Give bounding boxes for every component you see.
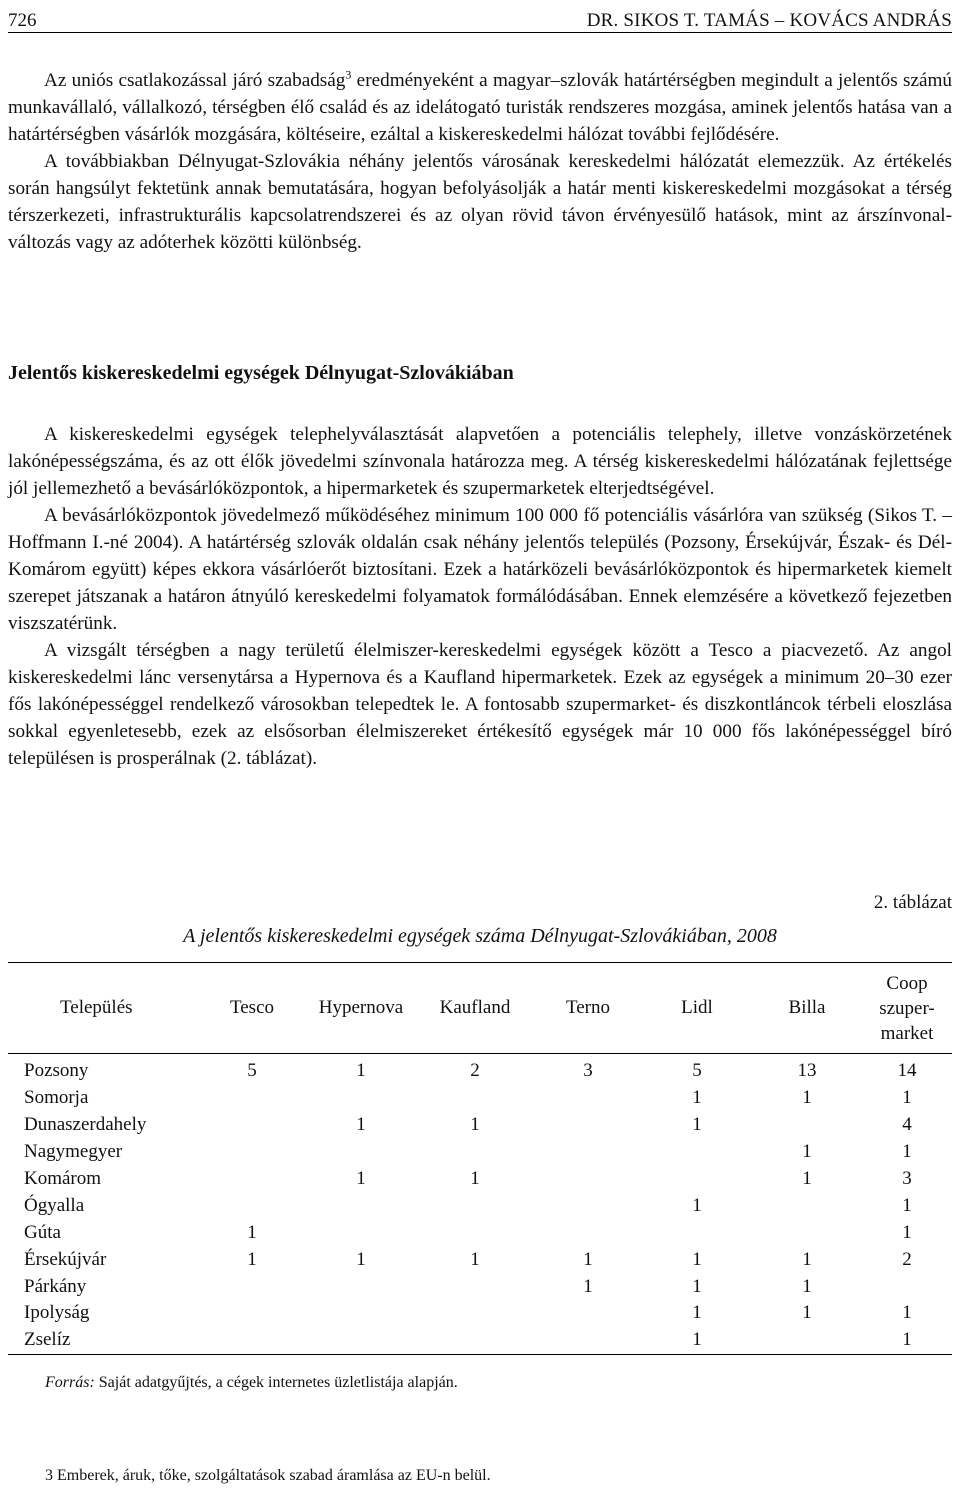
store-count: 1 (862, 1327, 952, 1354)
store-count (534, 1192, 642, 1219)
store-count: 3 (583, 1060, 593, 1082)
coop-header-line: market (880, 1022, 934, 1044)
table-row (8, 1085, 952, 1112)
store-count: 1 (247, 1221, 257, 1243)
intro-text (8, 67, 952, 256)
store-count (306, 1192, 416, 1219)
store-count: 1 (902, 1087, 912, 1109)
intro-paragraph-1 (8, 67, 952, 148)
store-count (534, 1219, 642, 1246)
column-header: Település (8, 963, 198, 1054)
store-count: 1 (642, 1327, 752, 1354)
settlement-name: Zselíz (8, 1327, 198, 1354)
store-count (752, 1327, 862, 1354)
store-count (534, 1327, 642, 1354)
store-count (416, 1085, 534, 1112)
store-count (534, 1139, 642, 1166)
intro-p1-text: Az uniós csatlakozással járó szabadság (44, 70, 346, 91)
store-count: 1 (802, 1275, 812, 1297)
store-count (642, 1219, 752, 1246)
store-count (752, 1192, 862, 1219)
store-count (306, 1300, 416, 1327)
store-count (642, 1139, 752, 1166)
settlement-name: Somorja (24, 1087, 89, 1109)
store-count (416, 1300, 534, 1327)
table-row (8, 1273, 952, 1300)
store-count: 1 (692, 1302, 702, 1324)
store-count: 14 (897, 1060, 917, 1082)
section-paragraph-2: A bevásárlóközpontok jövedelmező működéséhez minimum 100 000 fő potenciális vásárlóra van szükség (Sikos T. – Hoffmann I.-né 2004). A határtérség szlovák oldalán csak néhány jelentős település (Pozsony, Érsekújvár, Észak- és Dél-Komárom együtt) képes ekkora vásárlóerőt biztosítani. Ezek a határközeli bevásárlóközpontok és hipermarketek kiemelt szerepet játszanak a határon átnyúló kereskedelmi folyamatok formálódásában. Ennek elemzésére a következő fejezetben viszszatérünk. (8, 505, 952, 634)
running-title: DR. SIKOS T. TAMÁS – KOVÁCS ANDRÁS (586, 10, 952, 31)
store-count (198, 1192, 306, 1219)
store-count (416, 1327, 534, 1354)
store-count: 1 (583, 1275, 593, 1297)
source-text: Saját adatgyűjtés, a cégek internetes üzletlistája alapján. (94, 1374, 458, 1391)
store-count (416, 1273, 534, 1300)
column-header-coop (862, 963, 952, 1054)
store-count: 5 (692, 1060, 702, 1082)
store-count: 1 (356, 1168, 366, 1189)
store-count (198, 1300, 306, 1327)
settlement-name: Pozsony (24, 1060, 89, 1082)
settlement-name: Dunaszerdahely (24, 1114, 147, 1136)
store-count (198, 1139, 306, 1166)
store-count: 1 (802, 1168, 812, 1189)
table-row (8, 1112, 952, 1139)
table-row (8, 1166, 952, 1193)
store-count: 1 (247, 1248, 257, 1270)
store-count: 1 (470, 1248, 480, 1270)
table-number: 2. táblázat (873, 892, 952, 913)
table-row (8, 1192, 952, 1219)
settlement-name: Nagymegyer (24, 1141, 123, 1163)
store-count: 1 (692, 1248, 702, 1270)
table-body (8, 1054, 952, 1355)
section-heading: Jelentős kiskereskedelmi egységek Délnyugat-Szlovákiában (8, 362, 514, 384)
store-count: 1 (692, 1087, 702, 1109)
page-number: 726 (8, 10, 37, 31)
store-count (534, 1300, 642, 1327)
store-count: 1 (692, 1114, 702, 1136)
settlement-name: Párkány (24, 1275, 87, 1297)
settlement-name: Ógyalla (24, 1194, 85, 1216)
store-count: 2 (902, 1248, 912, 1270)
store-count (862, 1273, 952, 1300)
running-header (8, 4, 952, 33)
store-count (198, 1166, 306, 1193)
store-count (752, 1219, 862, 1246)
store-count: 13 (797, 1060, 817, 1082)
store-count: 1 (902, 1141, 912, 1163)
store-count: 1 (583, 1248, 593, 1270)
store-count (306, 1273, 416, 1300)
settlement-name: Gúta (24, 1221, 61, 1243)
store-count (534, 1112, 642, 1139)
store-count (306, 1327, 416, 1354)
store-count: 1 (470, 1168, 480, 1189)
store-count: 1 (802, 1087, 812, 1109)
column-header: Terno (534, 963, 642, 1054)
source-label: Forrás: (45, 1374, 95, 1391)
store-count (306, 1219, 416, 1246)
footnote: 3 Emberek, áruk, tőke, szolgáltatások szabad áramlása az EU-n belül. (45, 1467, 491, 1484)
store-count: 1 (356, 1114, 366, 1136)
store-count (416, 1192, 534, 1219)
store-count: 1 (356, 1060, 366, 1082)
store-count: 1 (802, 1248, 812, 1270)
store-count (198, 1273, 306, 1300)
store-count: 1 (802, 1302, 812, 1324)
table-row (8, 1327, 952, 1354)
store-count: 1 (902, 1194, 912, 1216)
table-row (8, 1139, 952, 1166)
section-paragraph-3: A vizsgált térségben a nagy területű élelmiszer-kereskedelmi egységek között a Tesco a piacvezető. Az angol kiskereskedelmi lánc versenytársa a Hypernova és a Kaufland hipermarketek. Ezek az egységek a minimum 20–30 ezer fős lakónépességgel rendelkező városokban telepedtek le. A fontosabb szupermarket- és diszkontláncok térbeli eloszlása sokkal egyenletesebb, ezek az elsősorban élelmiszereket értékesítő egységek már 10 000 fős lakónépességgel bíró településen is prosperálnak (2. táblázat). (8, 640, 952, 769)
coop-header-line: szuper- (879, 997, 935, 1019)
column-header: Hypernova (306, 963, 416, 1054)
column-header: Billa (752, 963, 862, 1054)
coop-header-line: Coop (886, 972, 928, 994)
table-row (8, 1300, 952, 1327)
store-count (642, 1166, 752, 1193)
store-count: 1 (470, 1114, 480, 1136)
table-title: A jelentős kiskereskedelmi egységek száma Délnyugat-Szlovákiában, 2008 (183, 925, 777, 947)
store-count: 1 (692, 1275, 702, 1297)
store-count (416, 1219, 534, 1246)
store-count (534, 1085, 642, 1112)
column-header: Kaufland (416, 963, 534, 1054)
retail-table (8, 962, 952, 1355)
store-count (198, 1327, 306, 1354)
footnote-ref: 3 (345, 67, 352, 82)
store-count (534, 1166, 642, 1193)
store-count (752, 1112, 862, 1139)
settlement-name: Komárom (24, 1168, 102, 1189)
store-count: 5 (247, 1060, 257, 1082)
store-count: 1 (802, 1141, 812, 1163)
store-count: 1 (692, 1194, 702, 1216)
table-source (45, 1374, 458, 1392)
store-count: 2 (470, 1060, 480, 1082)
intro-paragraph-2: A továbbiakban Délnyugat-Szlovákia néhány jelentős városának kereskedelmi hálózatát elemezzük. Az értékelés során hangsúlyt fektetünk annak bemutatására, hogyan befolyásolják a határ menti kiskereskedelmi mozgásokat a térség térszerkezeti, infrastrukturális kapcsolatrendszerei és az olyan rövid távon érvényesülő hatások, mint az árszínvonal-változás vagy az adóterhek közötti különbség. (8, 151, 952, 253)
section-text (8, 421, 952, 772)
store-count (306, 1139, 416, 1166)
settlement-name: Ipolyság (24, 1302, 90, 1324)
section-paragraph-1: A kiskereskedelmi egységek telephelyválasztását alapvetően a potenciális telephely, illetve vonzáskörzetének lakónépességszáma, és az ott élők jövedelmi színvonala határozza meg. A térség kiskereskedelmi hálózatának fejlettsége jól jellemezhető a bevásárlóközpontok, a hipermarketek és szupermarketek elterjedtségével. (8, 424, 952, 499)
table-row (8, 1246, 952, 1273)
table-row (8, 1054, 952, 1085)
store-count (198, 1112, 306, 1139)
table-row (8, 1219, 952, 1246)
column-header: Lidl (642, 963, 752, 1054)
store-count (306, 1085, 416, 1112)
column-header: Tesco (198, 963, 306, 1054)
store-count: 1 (356, 1248, 366, 1270)
store-count: 1 (902, 1302, 912, 1324)
store-count: 1 (902, 1221, 912, 1243)
settlement-name: Érsekújvár (24, 1248, 107, 1270)
store-count (198, 1085, 306, 1112)
store-count: 3 (902, 1168, 912, 1189)
store-count: 4 (902, 1114, 912, 1136)
intro-p1-text-cont: eredményeként a magyar–szlovák határtérségben megindult a jelentős számú munkavállaló, vállalkozó, térségben élő család és az idelátogató turisták rendszeres mozgása, aminek jelentős hatása van a határtérségben vásárlók mozgására, költéseire, ezáltal a kiskereskedelmi hálózat további fejlődésére. (8, 70, 953, 145)
table-header-row (8, 963, 952, 1054)
store-count (416, 1139, 534, 1166)
